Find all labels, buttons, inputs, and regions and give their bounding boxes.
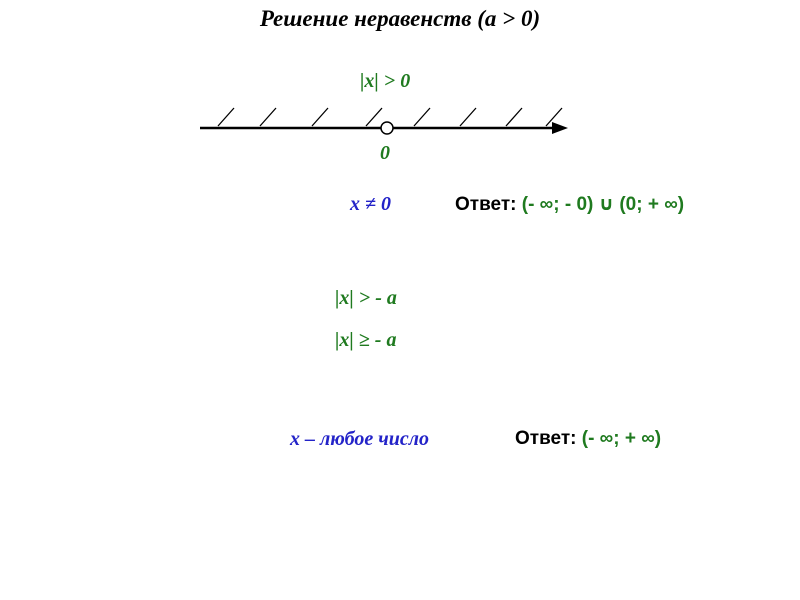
- open-point-zero: [381, 122, 393, 134]
- condition-x-not-zero: x ≠ 0: [350, 193, 391, 215]
- hatch-mark: [506, 108, 522, 126]
- page-title: Решение неравенств (a > 0): [259, 6, 541, 31]
- inequality-abs-x-ge-minus-a: |x| ≥ - a: [335, 329, 397, 351]
- hatch-mark: [260, 108, 276, 126]
- answer-label: Ответ:: [515, 428, 577, 449]
- answer-2: [515, 428, 661, 450]
- hatch-mark: [218, 108, 234, 126]
- hatch-mark: [460, 108, 476, 126]
- hatch-mark: [312, 108, 328, 126]
- axis-label-zero: 0: [380, 142, 390, 164]
- hatch-mark: [366, 108, 382, 126]
- hatch-mark: [414, 108, 430, 126]
- inequality-abs-x-gt-minus-a: |x| > - a: [335, 287, 397, 309]
- answer-value: (- ∞; + ∞): [581, 428, 662, 449]
- answer-label: Ответ:: [455, 194, 517, 215]
- answer-value: (- ∞; - 0) ∪ (0; + ∞): [521, 194, 685, 215]
- inequality-abs-x-gt-0: |x| > 0: [360, 70, 411, 92]
- condition-x-any-number: x – любое число: [290, 428, 429, 450]
- axis-arrowhead: [552, 122, 568, 134]
- answer-1: [455, 193, 684, 216]
